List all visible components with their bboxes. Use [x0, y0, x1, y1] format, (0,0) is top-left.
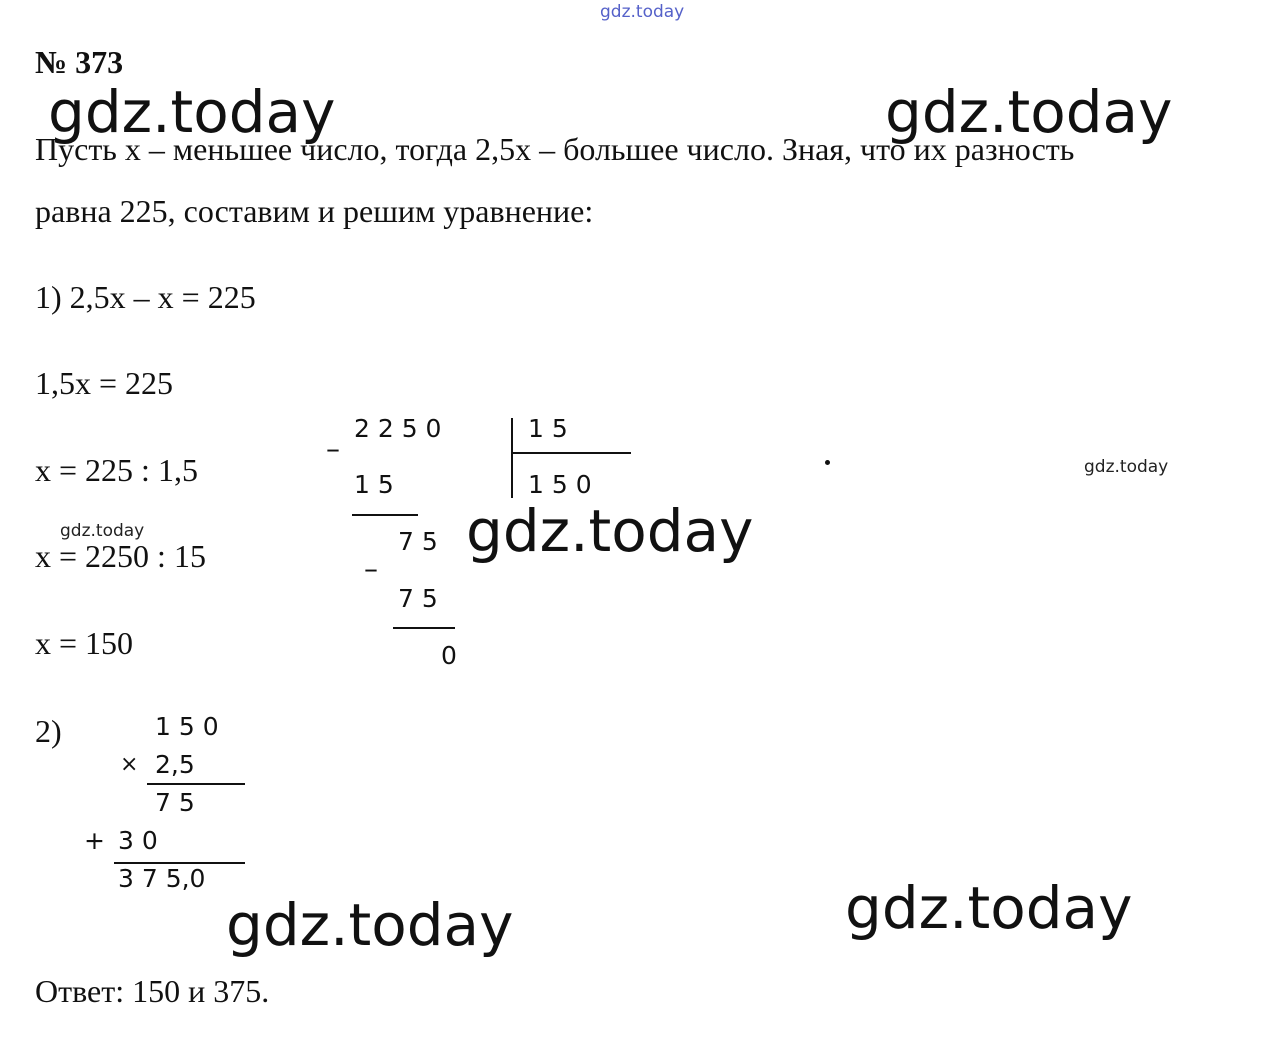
watermark-big: gdz.today: [226, 891, 514, 959]
step-1-equation: 1) 2,5x – x = 225: [35, 279, 256, 315]
division-divisor-underline: [513, 452, 631, 454]
answer: Ответ: 150 и 375.: [35, 973, 270, 1009]
plus-sign: +: [84, 826, 105, 855]
division-vertical-bar: [511, 418, 513, 498]
step-2-label: 2): [35, 713, 62, 749]
multiplication-line-1: [147, 783, 245, 785]
dividend: 2 2 5 0: [354, 414, 442, 443]
partial-product-2: 3 0: [118, 826, 158, 855]
watermark-big: gdz.today: [48, 78, 336, 146]
multiplier: 2,5: [155, 750, 195, 779]
multiplicand: 1 5 0: [155, 712, 219, 741]
stray-dot: [825, 460, 830, 465]
division-line-2: [393, 627, 455, 629]
divisor: 1 5: [528, 414, 568, 443]
intro-line-2: равна 225, составим и решим уравнение:: [35, 193, 594, 229]
final-product: 3 7 5,0: [118, 864, 206, 893]
division-remainder-1: 7 5: [398, 527, 438, 556]
equation-line: 1,5x = 225: [35, 365, 174, 401]
equation-line: x = 150: [35, 625, 134, 661]
watermark-big: gdz.today: [885, 78, 1173, 146]
division-subtrahend-2: 7 5: [398, 584, 438, 613]
watermark-small: gdz.today: [60, 521, 145, 541]
division-line-1: [352, 514, 418, 516]
watermark-top: gdz.today: [600, 2, 685, 22]
watermark-small: gdz.today: [1084, 457, 1169, 477]
times-sign: ×: [120, 752, 139, 777]
watermark-big: gdz.today: [845, 874, 1133, 942]
division-minus-sign: –: [326, 432, 340, 465]
problem-number: № 373: [35, 44, 124, 80]
watermark-big: gdz.today: [466, 497, 754, 565]
equation-line: x = 2250 : 15: [35, 538, 206, 574]
division-minus-sign-2: –: [364, 552, 378, 585]
partial-product-1: 7 5: [155, 788, 195, 817]
division-result: 0: [441, 641, 457, 670]
intro-line-1: Пусть x – меньшее число, тогда 2,5x – большее число. Зная, что их разность: [35, 131, 1075, 167]
equation-line: x = 225 : 1,5: [35, 452, 198, 488]
division-subtrahend-1: 1 5: [354, 470, 394, 499]
quotient: 1 5 0: [528, 470, 592, 499]
